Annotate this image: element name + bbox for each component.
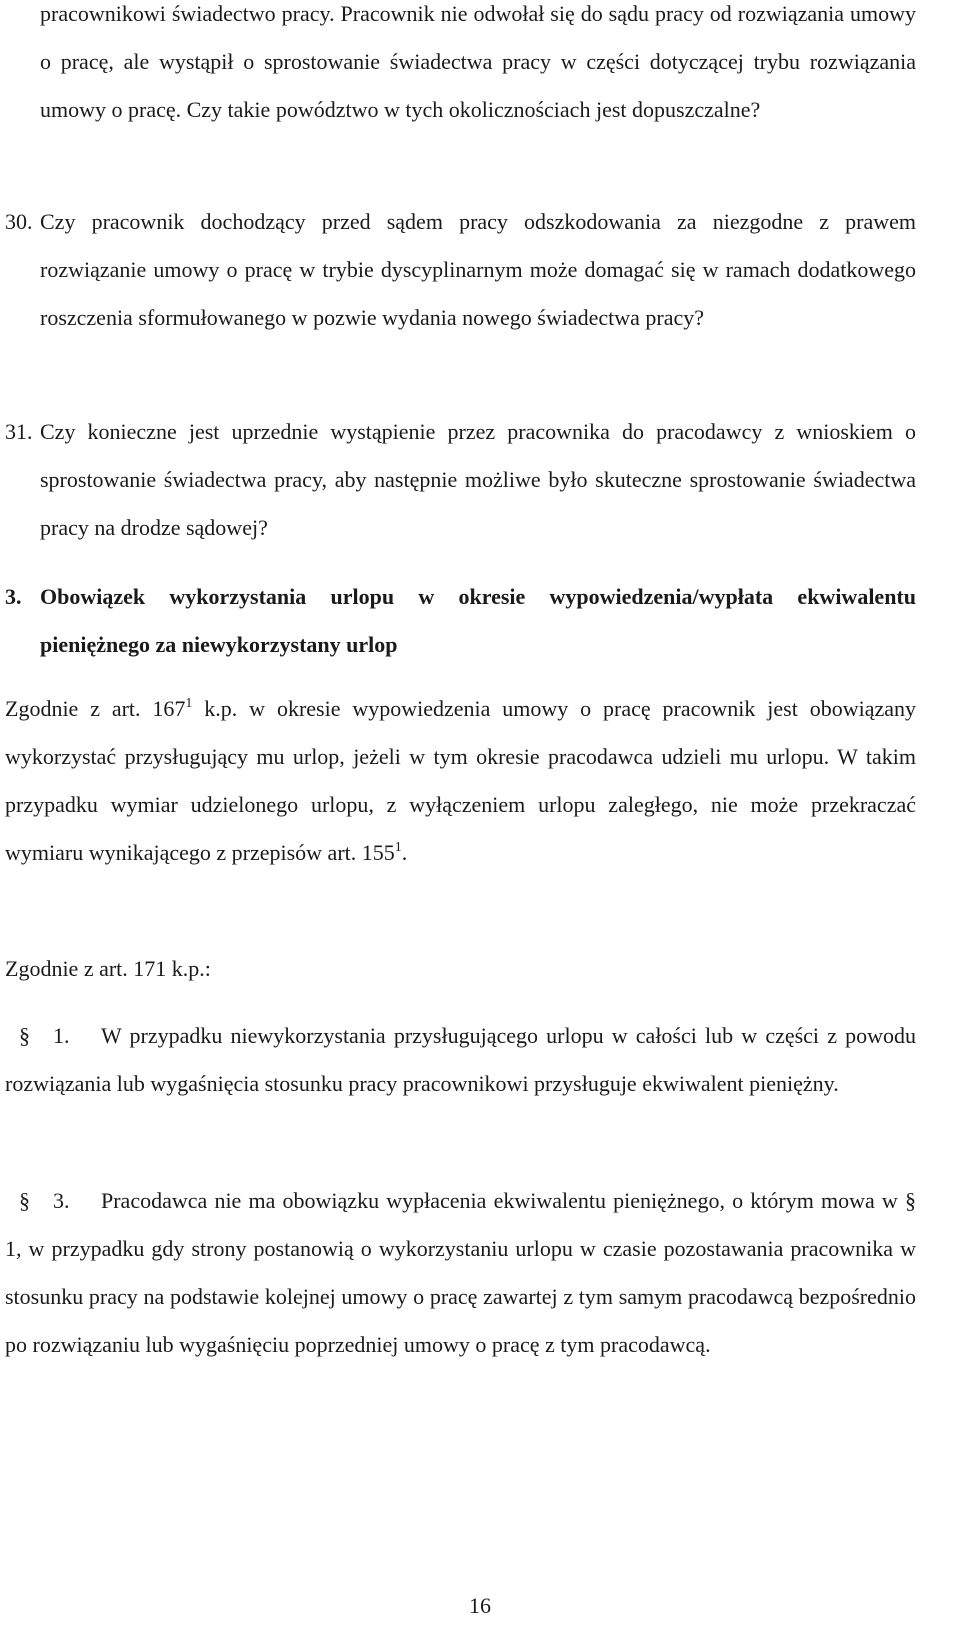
question-number-30: 30.: [5, 209, 33, 234]
question-number-31: 31.: [5, 419, 33, 444]
paragraph-sign-3: §: [19, 1188, 30, 1213]
paragraph-sign-1: §: [19, 1023, 30, 1048]
question-30-text: [40, 198, 916, 342]
section-number: 3.: [5, 584, 22, 609]
paragraph-3-ref-sign: §: [905, 1188, 916, 1213]
question-continuation: pracownikowi świadectwo pracy. Pracownik nie odwołał się do sądu pracy od rozwiązania umowy o pracę, ale wystąpił o sprostowanie świadectwa pracy w części dotyczącej trybu rozwiązania umowy o pracę. Czy takie powództwo w tych okolicznościach jest dopuszczalne?: [40, 1, 916, 122]
paragraph-3-text-b: 1, w przypadku gdy strony postanowią o wykorzystaniu urlopu w czasie pozostawania pracownika w stosunku pracy na podstawie kolejnej umowy o pracę zawartej z tym samym pracodawcą bezpośrednio po rozwiązaniu lub wygaśnięciu poprzedniej umowy o pracę z tym pracodawcą.: [5, 1236, 916, 1357]
art-171-paragraph-3: [5, 1177, 916, 1369]
art-167-intro: Zgodnie z art. 167: [5, 696, 186, 721]
art-155-superscript: 1: [394, 840, 402, 855]
section-heading: Obowiązek wykorzystania urlopu w okresie wypowiedzenia/wypłata ekwiwalentu pieniężnego za niewykorzystany urlop: [40, 584, 916, 657]
paragraph-3-text-a: Pracodawca nie ma obowiązku wypłacenia ekwiwalentu pieniężnego, o którym mowa w: [101, 1188, 905, 1213]
art-167-end: .: [401, 840, 408, 865]
paragraph-1-number: 1.: [53, 1023, 70, 1048]
art-167-body: k.p. w okresie wypowiedzenia umowy o pracę pracownik jest obowiązany wykorzystać przysługujący mu urlop, jeżeli w tym okresie pracodawca udzieli mu urlopu. W takim przypadku wymiar udzielonego urlopu, z wyłączeniem urlopu zaległego, nie może przekraczać wymiaru wynikającego z przepisów art. 155: [5, 696, 916, 865]
paragraph-3-number: 3.: [53, 1188, 70, 1213]
paragraph-1-text: W przypadku niewykorzystania przysługującego urlopu w całości lub w części z powodu rozwiązania lub wygaśnięcia stosunku pracy pracownikowi przysługuje ekwiwalent pieniężny.: [5, 1023, 916, 1096]
art-167-superscript: 1: [185, 696, 193, 711]
art-171-intro: Zgodnie z art. 171 k.p.:: [5, 956, 211, 981]
page-number: 16: [469, 1593, 491, 1618]
art-167-paragraph: [5, 685, 916, 877]
art-171-paragraph-1: [5, 1012, 916, 1108]
question-30-body: Czy pracownik dochodzący przed sądem pracy odszkodowania za niezgodne z prawem rozwiązanie umowy o pracę w trybie dyscyplinarnym może domagać się w ramach dodatkowego roszczenia sformułowanego w pozwie wydania nowego świadectwa pracy?: [40, 209, 916, 330]
question-31-text: Czy konieczne jest uprzednie wystąpienie przez pracownika do pracodawcy z wnioskiem o sprostowanie świadectwa pracy, aby następnie możliwe było skuteczne sprostowanie świadectwa pracy na drodze sądowej?: [40, 419, 916, 540]
